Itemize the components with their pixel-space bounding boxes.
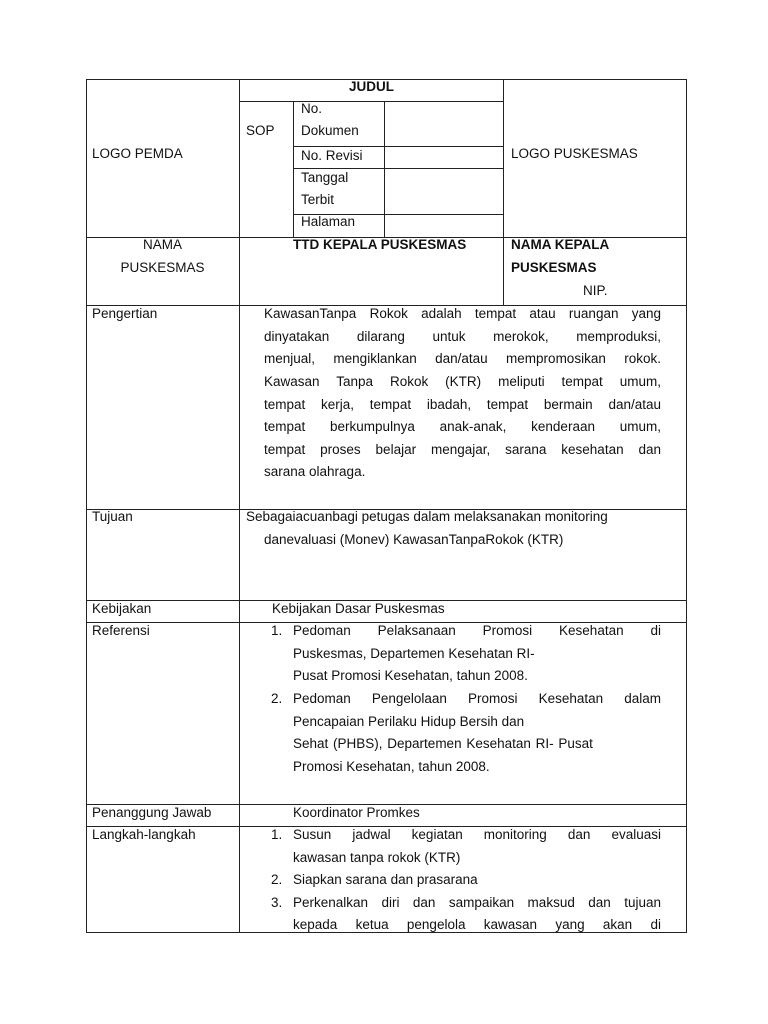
langkah-item-line: kepada ketua pengelola kawasan yang akan di xyxy=(293,917,661,932)
langkah-item-line: Perkenalkan diri dan sampaikan maksud dan tujuan xyxy=(293,895,661,910)
nama-kepala-line-2: PUSKESMAS xyxy=(511,260,597,275)
tujuan-label: Tujuan xyxy=(92,509,133,524)
pengertian-label: Pengertian xyxy=(92,306,158,321)
referensi-label: Referensi xyxy=(92,623,150,638)
referensi-item-line: Promosi Kesehatan, tahun 2008. xyxy=(293,759,490,774)
nama-kepala-line-1: NAMA KEPALA xyxy=(511,237,610,252)
langkah-item-line: Susun jadwal kegiatan monitoring dan evaluasi xyxy=(293,827,661,842)
referensi-item-line: Pusat Promosi Kesehatan, tahun 2008. xyxy=(293,668,528,683)
nama-puskesmas-line-2: PUSKESMAS xyxy=(120,260,205,275)
judul-title: JUDUL xyxy=(348,79,394,94)
referensi-item-number: 2. xyxy=(271,691,283,706)
pengertian-line: Kawasan Tanpa Rokok (KTR) meliputi tempat umum, xyxy=(264,374,661,389)
no-revisi-label: No. Revisi xyxy=(301,148,363,163)
langkah-item-number: 2. xyxy=(271,872,283,887)
nip-label: NIP. xyxy=(583,283,608,298)
logo-puskesmas: LOGO PUSKESMAS xyxy=(511,146,638,161)
halaman-label: Halaman xyxy=(301,214,356,229)
logo-pemda: LOGO PEMDA xyxy=(92,146,183,161)
pengertian-line: tempat kerja, tempat ibadah, tempat bermain dan/atau xyxy=(264,397,661,412)
referensi-item-line: Puskesmas, Departemen Kesehatan RI- xyxy=(293,646,535,661)
referensi-item-line: Pedoman Pelaksanaan Promosi Kesehatan di xyxy=(293,623,661,638)
no-dokumen-label-2: Dokumen xyxy=(301,123,359,138)
nama-puskesmas-line-1: NAMA xyxy=(142,237,182,252)
referensi-item-line: Sehat (PHBS), Departemen Kesehatan RI- Pusat xyxy=(293,736,593,751)
kebijakan-label: Kebijakan xyxy=(92,601,152,616)
tujuan-line: danevaluasi (Monev) KawasanTanpaRokok (KTR) xyxy=(264,532,564,547)
pengertian-line: menjual, mengiklankan dan/atau mempromosikan rokok. xyxy=(264,351,661,366)
referensi-item-line: Pencapaian Perilaku Hidup Bersih dan xyxy=(293,714,525,729)
referensi-item-line: Pedoman Pengelolaan Promosi Kesehatan dalam xyxy=(293,691,661,706)
tanggal-terbit-label-2: Terbit xyxy=(301,192,335,207)
langkah-item-line: Siapkan sarana dan prasarana xyxy=(293,872,478,887)
pengertian-line: tempat berkumpulnya anak-anak, kenderaan umum, xyxy=(264,419,661,434)
pengertian-line: KawasanTanpa Rokok adalah tempat atau ruangan yang xyxy=(264,306,661,321)
tujuan-line: Sebagaiacuanbagi petugas dalam melaksanakan monitoring xyxy=(246,509,608,524)
langkah-label: Langkah-langkah xyxy=(92,827,196,842)
tanggal-terbit-label-1: Tanggal xyxy=(301,170,349,185)
langkah-item-line: kawasan tanpa rokok (KTR) xyxy=(293,850,461,865)
pengertian-line: tempat proses belajar mengajar, sarana kesehatan dan xyxy=(264,442,661,457)
penanggung-jawab-text: Koordinator Promkes xyxy=(293,805,420,820)
kebijakan-text: Kebijakan Dasar Puskesmas xyxy=(272,601,445,616)
pengertian-line: dinyatakan dilarang untuk merokok, memproduksi, xyxy=(264,329,661,344)
referensi-item-number: 1. xyxy=(271,623,283,638)
no-dokumen-label-1: No. xyxy=(301,101,323,116)
langkah-item-number: 3. xyxy=(271,895,283,910)
pengertian-line: sarana olahraga. xyxy=(264,464,366,479)
penanggung-jawab-label: Penanggung Jawab xyxy=(92,805,212,820)
ttd-kepala-puskesmas: TTD KEPALA PUSKESMAS xyxy=(293,237,467,252)
sop-label: SOP xyxy=(246,123,275,138)
langkah-item-number: 1. xyxy=(271,827,283,842)
